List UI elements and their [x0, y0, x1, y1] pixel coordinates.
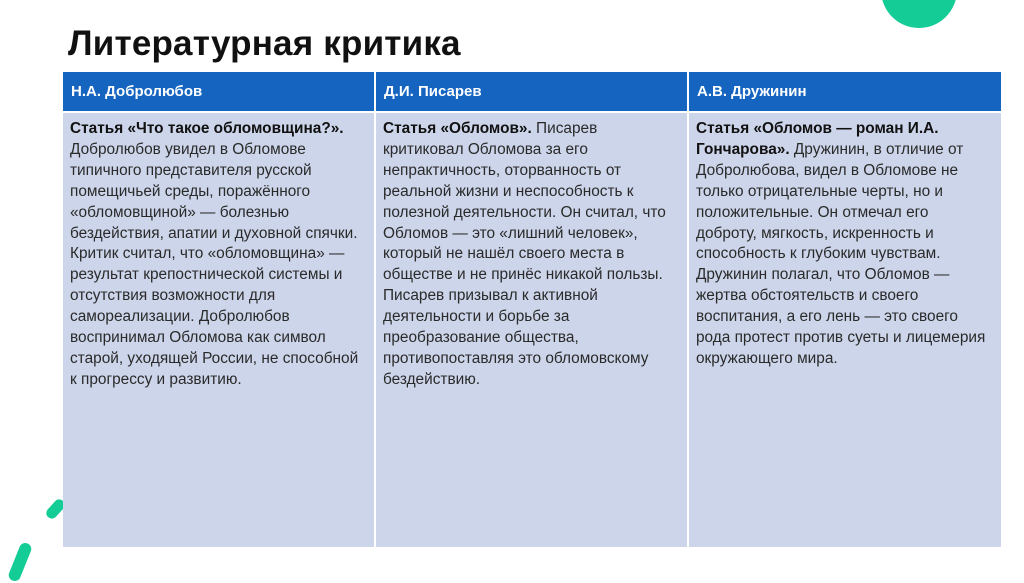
header-druzhinin: А.В. Дружинин: [689, 72, 1001, 113]
header-dobrolyubov: Н.А. Добролюбов: [63, 72, 374, 113]
cell-text: Писарев критиковал Обломова за его непрактичность, оторванность от реальной жизни и неспособность к полезной деятельности. Он считал, что Обломов — это «лишний человек», который не нашёл своего места в обществе и не принёс никакой пользы. Писарев призывал к активной деятельности и борьбе за преобразование общества, противопоставляя это обломовскому бездействию.: [383, 120, 666, 388]
article-title: Статья «Обломов».: [383, 120, 532, 137]
cell-text: Добролюбов увидел в Обломове типичного представителя русской помещичьей среды, поражённого «обломовщиной» — болезнью бездействия, апатии и духовной спячки. Критик считал, что «обломовщина» — результат крепостнической системы и отсутствия возможности для самореализации. Добролюбов воспринимал Обломова как символ старой, уходящей России, не способной к прогрессу и развитию.: [70, 140, 359, 388]
cell-pisarev: [376, 113, 687, 547]
decorative-dash: [7, 541, 33, 583]
decorative-circle: [881, 0, 957, 28]
article-title: Статья «Что такое обломовщина?».: [70, 120, 344, 137]
table-row: [63, 113, 1001, 547]
critics-table: [61, 72, 1003, 547]
cell-dobrolyubov: [63, 113, 374, 547]
header-pisarev: Д.И. Писарев: [376, 72, 687, 113]
article-title: Статья «Обломов — роман И.А. Гончарова».: [696, 120, 939, 158]
table-header-row: [63, 72, 1001, 113]
cell-text: Дружинин, в отличие от Добролюбова, видел в Обломове не только отрицательные черты, но и положительные. Он отмечал его доброту, мягкость, искренность и способность к глубоким чувствам. Дружинин полагал, что Обломов — жертва обстоятельств и своего воспитания, а его лень — это своего рода протест против суеты и лицемерия окружающего мира.: [696, 140, 986, 367]
cell-druzhinin: [689, 113, 1001, 547]
slide-title: Литературная критика: [68, 24, 461, 63]
